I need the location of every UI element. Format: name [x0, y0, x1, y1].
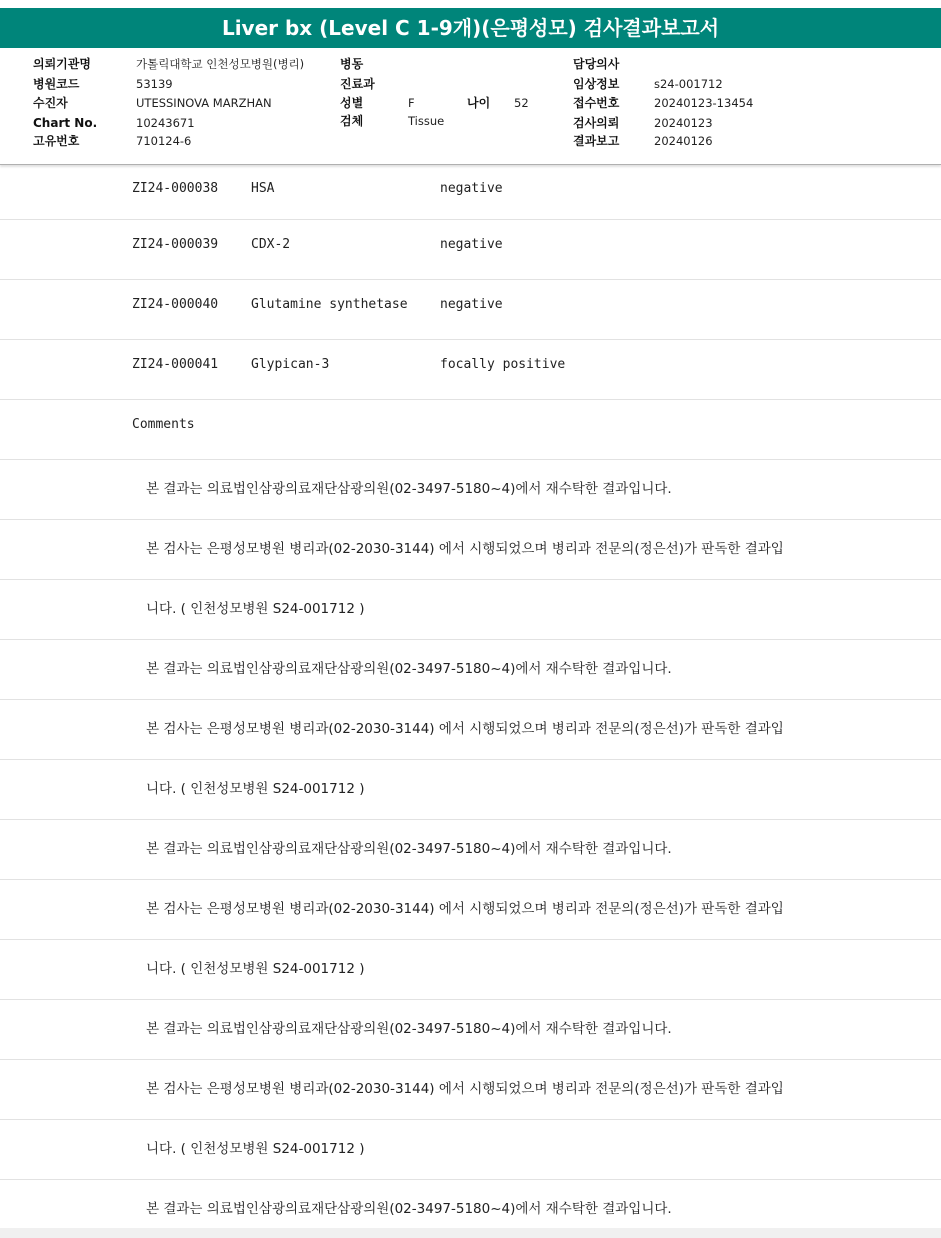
result-row — [0, 340, 941, 400]
test-code: ZI24-000038 — [132, 181, 219, 196]
ward-label: 병동 — [340, 57, 364, 71]
clinical-info-value: s24-001712 — [654, 77, 723, 91]
comment-line: 니다. ( 인천성모병원 S24-001712 ) — [146, 601, 365, 617]
referring-institution-label: 의뢰기관명 — [33, 57, 91, 71]
comment-line-row — [0, 820, 941, 880]
comment-line-row — [0, 520, 941, 580]
test-name: HSA — [251, 181, 275, 196]
comment-line: 본 검사는 은평성모병원 병리과(02-2030-3144) 에서 시행되었으며 병리과 전문의(정은선)가 판독한 결과입 — [146, 1081, 784, 1097]
specimen-label: 검체 — [340, 114, 364, 128]
patient-info-header — [0, 48, 941, 165]
result-row — [0, 165, 941, 220]
comment-line: 본 결과는 의료법인삼광의료재단삼광의원(02-3497-5180~4)에서 재수탁한 결과입니다. — [146, 1021, 672, 1037]
department-label: 진료과 — [340, 77, 375, 91]
request-date-value: 20240123 — [654, 116, 713, 130]
hospital-code-label: 병원코드 — [33, 77, 80, 91]
results-list — [0, 165, 941, 1238]
test-name: CDX-2 — [251, 237, 291, 252]
accession-no-value: 20240123-13454 — [654, 96, 754, 110]
comment-line-row — [0, 640, 941, 700]
result-row — [0, 280, 941, 340]
chart-no-value: 10243671 — [136, 116, 195, 130]
comment-line: 본 결과는 의료법인삼광의료재단삼광의원(02-3497-5180~4)에서 재수탁한 결과입니다. — [146, 481, 672, 497]
sex-label: 성별 — [340, 96, 364, 110]
comment-line: 니다. ( 인천성모병원 S24-001712 ) — [146, 781, 365, 797]
comment-line: 본 검사는 은평성모병원 병리과(02-2030-3144) 에서 시행되었으며 병리과 전문의(정은선)가 판독한 결과입 — [146, 721, 784, 737]
comment-line: 본 검사는 은평성모병원 병리과(02-2030-3144) 에서 시행되었으며 병리과 전문의(정은선)가 판독한 결과입 — [146, 541, 784, 557]
comment-line-row — [0, 880, 941, 940]
specimen-value: Tissue — [408, 114, 445, 128]
comment-line: 본 결과는 의료법인삼광의료재단삼광의원(02-3497-5180~4)에서 재수탁한 결과입니다. — [146, 661, 672, 677]
report-date-value: 20240126 — [654, 134, 713, 148]
comment-line-row — [0, 1060, 941, 1120]
comment-line-row — [0, 580, 941, 640]
hospital-code-value: 53139 — [136, 77, 173, 91]
sex-value: F — [408, 96, 415, 110]
patient-label: 수진자 — [33, 96, 68, 110]
comment-line: 니다. ( 인천성모병원 S24-001712 ) — [146, 961, 365, 977]
comments-row — [0, 400, 941, 460]
result-row — [0, 220, 941, 280]
comment-line-row — [0, 700, 941, 760]
chart-no-label: Chart No. — [33, 116, 98, 130]
comment-line: 본 검사는 은평성모병원 병리과(02-2030-3144) 에서 시행되었으며 병리과 전문의(정은선)가 판독한 결과입 — [146, 901, 784, 917]
request-date-label: 검사의뢰 — [573, 116, 620, 130]
report-title: Liver bx (Level C 1-9개)(은평성모) 검사결과보고서 — [0, 8, 941, 48]
test-result: negative — [440, 181, 503, 196]
comments-label: Comments — [132, 417, 195, 432]
comment-line-row — [0, 460, 941, 520]
report-date-label: 결과보고 — [573, 134, 620, 148]
comment-line: 본 결과는 의료법인삼광의료재단삼광의원(02-3497-5180~4)에서 재수탁한 결과입니다. — [146, 1201, 672, 1217]
comment-line: 니다. ( 인천성모병원 S24-001712 ) — [146, 1141, 365, 1157]
comment-line: 본 결과는 의료법인삼광의료재단삼광의원(02-3497-5180~4)에서 재수탁한 결과입니다. — [146, 841, 672, 857]
horizontal-scrollbar-track[interactable] — [0, 1228, 941, 1238]
referring-institution-value: 가톨릭대학교 인천성모병원(병리) — [136, 57, 305, 71]
test-result: negative — [440, 297, 503, 312]
patient-value: UTESSINOVA MARZHAN — [136, 96, 272, 110]
test-code: ZI24-000040 — [132, 297, 219, 312]
test-code: ZI24-000039 — [132, 237, 219, 252]
comment-line-row — [0, 760, 941, 820]
test-code: ZI24-000041 — [132, 357, 219, 372]
age-label: 나이 — [467, 96, 491, 110]
attending-doctor-label: 담당의사 — [573, 57, 620, 71]
comment-line-row — [0, 1120, 941, 1180]
test-name: Glypican-3 — [251, 357, 330, 372]
age-value: 52 — [514, 96, 529, 110]
test-result: negative — [440, 237, 503, 252]
comment-line-row — [0, 940, 941, 1000]
clinical-info-label: 임상정보 — [573, 77, 620, 91]
comment-line-row — [0, 1000, 941, 1060]
test-result: focally positive — [440, 357, 566, 372]
test-name: Glutamine synthetase — [251, 297, 408, 312]
accession-no-label: 접수번호 — [573, 96, 620, 110]
unique-id-value: 710124-6 — [136, 134, 192, 148]
unique-id-label: 고유번호 — [33, 134, 80, 148]
